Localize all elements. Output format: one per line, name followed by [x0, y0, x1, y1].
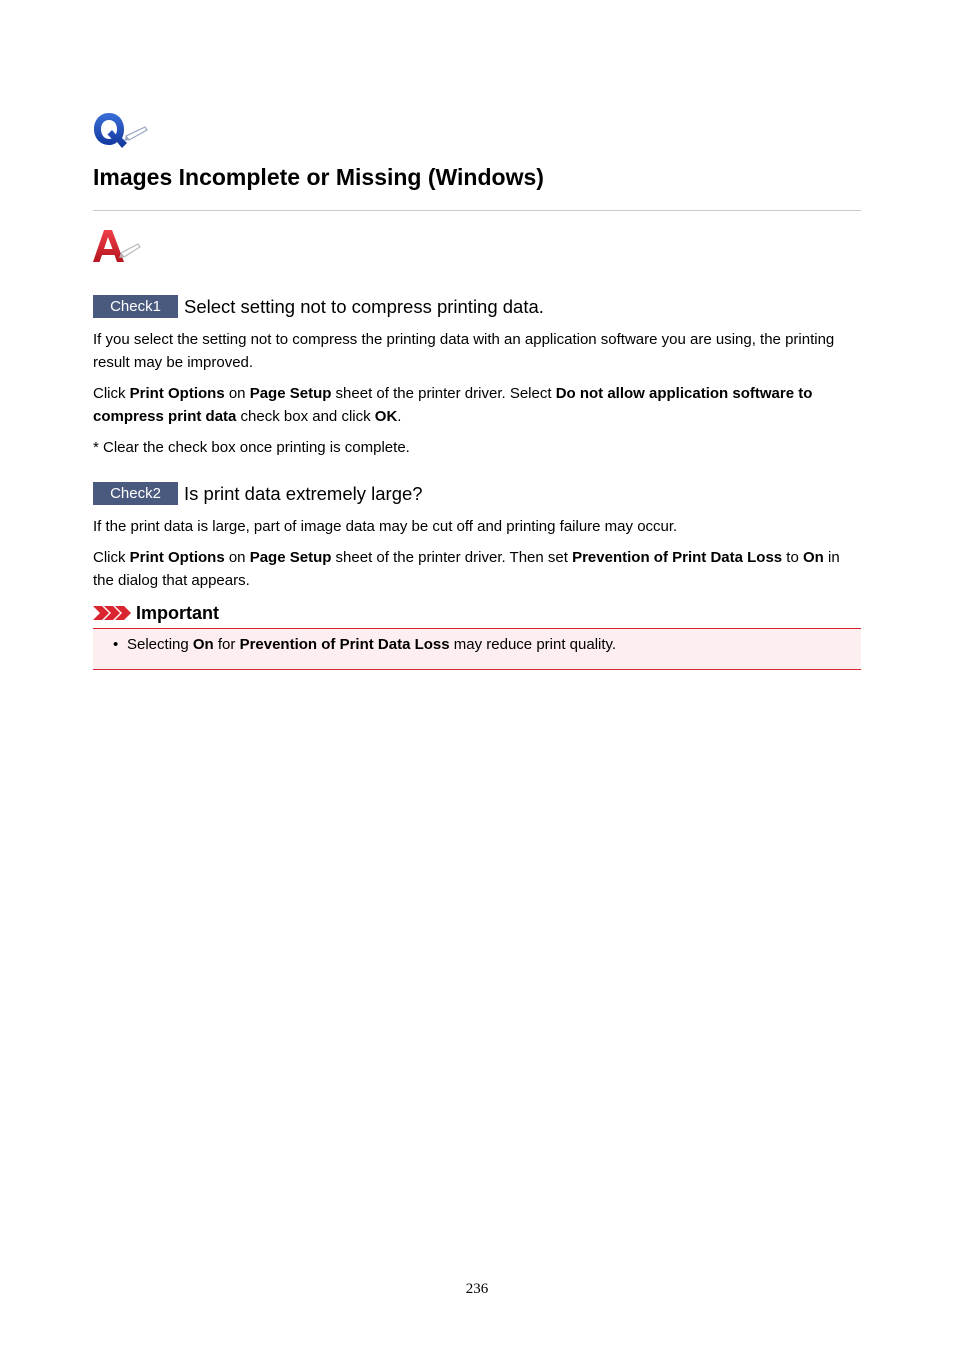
check2-paragraph-1: If the print data is large, part of image data may be cut off and printing failure may occur.	[93, 518, 678, 536]
prevention-of-print-data-loss-term: Prevention of Print Data Loss	[572, 549, 783, 567]
page-setup-term: Page Setup	[249, 385, 332, 403]
page-title: Images Incomplete or Missing (Windows)	[93, 164, 544, 190]
divider	[93, 210, 861, 211]
important-heading	[93, 602, 861, 624]
q-letter-icon	[93, 110, 149, 154]
important-item: • Selecting On for Prevention of Print Data Loss may reduce print quality.	[113, 635, 861, 655]
prevention-of-print-data-loss-term: Prevention of Print Data Loss	[239, 636, 450, 654]
on-term: On	[803, 549, 824, 567]
important-arrows-icon	[93, 605, 132, 621]
check2-title: Is print data extremely large?	[184, 483, 423, 505]
important-label: Important	[136, 602, 219, 623]
check1-paragraph-1: If you select the setting not to compress the printing data with an application software you are using, the printing result may be improved.	[93, 331, 835, 372]
page-number: 236	[465, 1281, 489, 1297]
on-term: On	[192, 636, 214, 654]
do-not-allow-compress-term: Do not allow application software to compress print data	[93, 385, 813, 426]
check1-badge: Check1	[93, 295, 178, 318]
important-box	[93, 628, 861, 670]
check1-heading	[93, 295, 861, 318]
page-content	[93, 110, 861, 670]
check2-paragraph-2: Click Print Options on Page Setup sheet of the printer driver. Then set Prevention of Print Data Loss to On in the dialog that appears.	[93, 549, 840, 590]
check2-badge: Check2	[93, 482, 178, 505]
ok-term: OK	[374, 408, 398, 426]
print-options-term: Print Options	[129, 549, 225, 567]
check2-heading	[93, 482, 861, 505]
check1-title: Select setting not to compress printing data.	[184, 296, 544, 318]
print-options-term: Print Options	[129, 385, 225, 403]
check1-note: * Clear the check box once printing is complete.	[93, 439, 410, 457]
check1-paragraph-2: Click Print Options on Page Setup sheet of the printer driver. Select Do not allow application software to compress print data check box and click OK.	[93, 385, 813, 426]
page-setup-term: Page Setup	[249, 549, 332, 567]
a-letter-icon	[93, 227, 143, 267]
